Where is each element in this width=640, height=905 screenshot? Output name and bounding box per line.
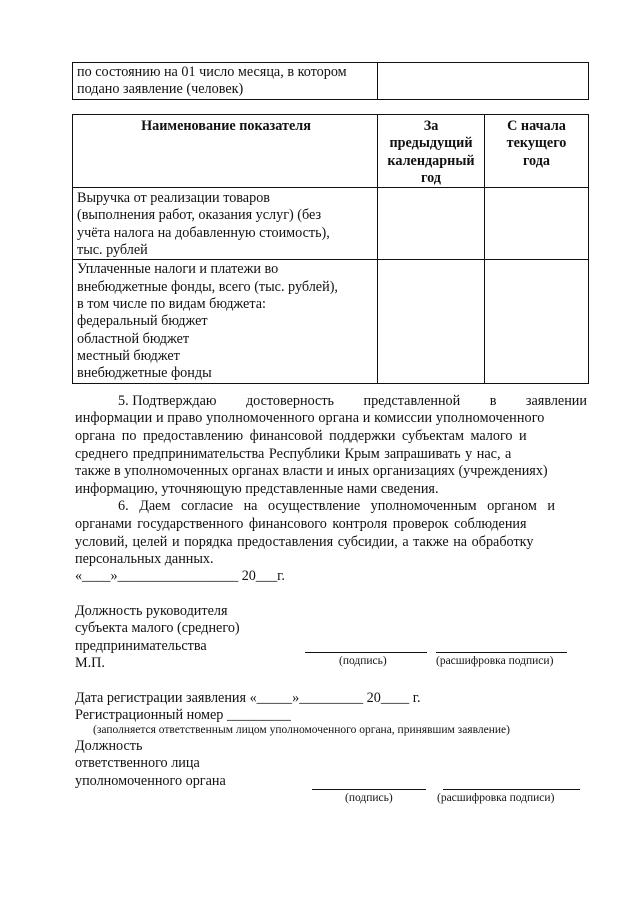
responsible-decode-line <box>443 789 580 790</box>
taxes-prev-cell <box>378 260 485 384</box>
registration-date-line: Дата регистрации заявления «_____»_________ 20____ г. <box>75 690 421 706</box>
header-indicator-name <box>73 115 378 188</box>
revenue-line: (выполнения работ, оказания услуг) (без <box>77 207 322 224</box>
taxes-line: внебюджетные фонды <box>77 365 212 382</box>
taxes-label-cell <box>73 260 378 384</box>
revenue-curr-cell <box>485 188 589 260</box>
header-prev-year <box>378 115 485 188</box>
head-title-line: субъекта малого (среднего) <box>75 620 240 636</box>
head-title-line: предпринимательства <box>75 638 207 654</box>
revenue-prev-cell <box>378 188 485 260</box>
header-current-year <box>485 115 589 188</box>
revenue-line: учёта налога на добавленную стоимость), <box>77 224 330 241</box>
indicators-table <box>72 114 589 384</box>
head-signature-line <box>305 652 427 653</box>
table-row <box>73 188 589 260</box>
responsible-title-line: Должность <box>75 738 143 754</box>
responsible-signature-caption: (подпись) <box>345 792 393 804</box>
para6-first-line: 6. Даем согласие на осуществление уполномоченным органом и <box>118 498 555 514</box>
para6-line: органами государственного финансового контроля проверок соблюдения <box>75 516 527 532</box>
taxes-line: в том числе по видам бюджета: <box>77 295 266 312</box>
taxes-line: областной бюджет <box>77 330 190 347</box>
responsible-title-line: ответственного лица <box>75 755 200 771</box>
employees-value-cell <box>378 63 589 100</box>
revenue-label-cell <box>73 188 378 260</box>
para6-line: условий, целей и порядка предоставления субсидии, а также на обработку <box>75 534 534 550</box>
header-prev-line: За <box>423 118 439 134</box>
para5-line: органа по предоставлению финансовой поддержки субъектам малого и <box>75 428 527 444</box>
para5-line: среднего предпринимательства Республики Крым запрашивать у нас, а <box>75 446 512 462</box>
taxes-line: Уплаченные налоги и платежи во <box>77 261 279 278</box>
header-curr-line: текущего <box>506 135 567 152</box>
registration-note: (заполняется ответственным лицом уполномоченного органа, принявшим заявление) <box>93 724 510 736</box>
header-prev-line: предыдущий <box>389 135 473 152</box>
header-prev-line: год <box>421 169 441 186</box>
responsible-decode-caption: (расшифровка подписи) <box>437 792 555 804</box>
para5-first-line: 5. Подтверждаю достоверность представленной в заявлении <box>118 393 587 409</box>
head-signature-caption: (подпись) <box>339 655 387 667</box>
employees-label-cell <box>73 63 378 100</box>
responsible-title-line: уполномоченного органа <box>75 773 226 789</box>
employees-label-line: подано заявление (человек) <box>77 81 244 98</box>
employees-label-line: по состоянию на 01 число месяца, в котором <box>77 64 347 80</box>
header-curr-line: года <box>522 152 551 169</box>
registration-number-line: Регистрационный номер _________ <box>75 707 291 723</box>
para5-line: информацию, уточняющую представленные нами сведения. <box>75 481 439 497</box>
header-name-text: Наименование показателя <box>141 118 311 134</box>
revenue-line: тыс. рублей <box>77 242 148 259</box>
responsible-signature-line <box>312 789 426 790</box>
header-curr-line: С начала <box>507 118 566 134</box>
taxes-curr-cell <box>485 260 589 384</box>
taxes-line: местный бюджет <box>77 347 180 364</box>
para5-line: также в уполномоченных органах власти и иных организациях (учреждениях) <box>75 463 548 479</box>
employees-table <box>72 62 589 100</box>
head-decode-line <box>436 652 567 653</box>
head-decode-caption: (расшифровка подписи) <box>436 655 554 667</box>
taxes-line: внебюджетные фонды, всего (тыс. рублей), <box>77 278 338 295</box>
application-date-line: «____»_________________ 20___г. <box>75 568 285 584</box>
header-prev-line: календарный <box>387 152 475 169</box>
revenue-line: Выручка от реализации товаров <box>77 190 270 207</box>
head-title-line: Должность руководителя <box>75 603 228 619</box>
stamp-place-label: М.П. <box>75 655 105 671</box>
para5-line: информации и право уполномоченного органа и комиссии уполномоченного <box>75 410 545 426</box>
table-row <box>73 260 589 384</box>
taxes-line: федеральный бюджет <box>77 313 208 330</box>
para6-line: персональных данных. <box>75 551 214 567</box>
